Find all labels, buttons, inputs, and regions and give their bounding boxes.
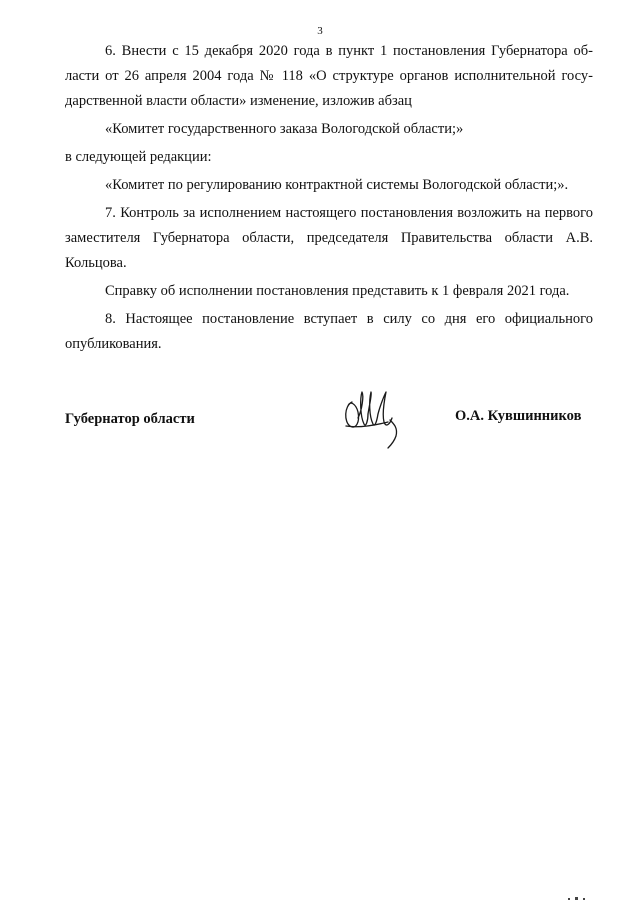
signatory-position: Губернатор области bbox=[65, 411, 195, 427]
scan-artifact-marks bbox=[566, 896, 590, 902]
handwritten-signature bbox=[338, 388, 418, 450]
page-number: 3 bbox=[317, 25, 323, 37]
paragraph-new-wording: «Комитет по регулированию контрактной системы Вологодской области;». bbox=[105, 177, 569, 193]
paragraph-report: Справку об исполнении постановления представить к 1 февраля 2021 года. bbox=[105, 283, 570, 299]
paragraph-new-edition-intro: в следующей редакции: bbox=[65, 149, 212, 165]
paragraph-old-wording: «Комитет государственного заказа Вологодской области;» bbox=[105, 121, 464, 137]
paragraph-item-8: 8. Настоящее постановление вступает в силу со дня его официального опубликования. bbox=[65, 311, 593, 352]
document-body bbox=[65, 39, 593, 360]
signatory-name: О.А. Кувшинников bbox=[455, 408, 582, 424]
paragraph-item-7: 7. Контроль за исполнением настоящего постановления возложить на первого заместителя Губернатора области, председателя Правительства области А.В. Кольцова. bbox=[65, 205, 593, 271]
paragraph-item-6: 6. Внести с 15 декабря 2020 года в пункт 1 постановления Губернатора области от 26 апреля 2004 года № 118 «О структуре органов исполнительной государственной власти области» изменение, изложив абзац bbox=[65, 43, 593, 109]
